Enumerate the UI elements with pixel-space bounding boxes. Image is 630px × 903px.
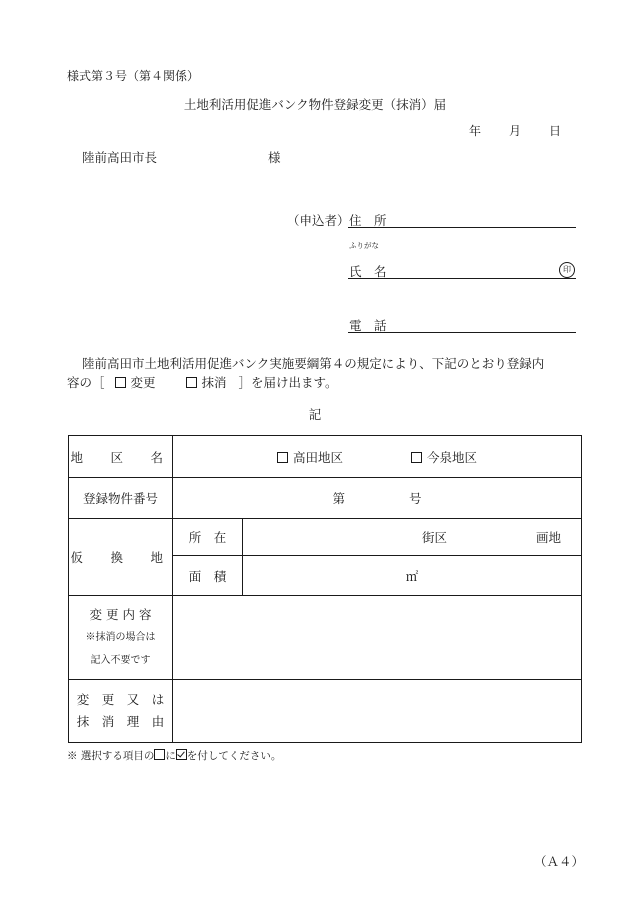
district-option-imaizumi[interactable] bbox=[411, 450, 477, 465]
phone-field[interactable] bbox=[348, 332, 576, 333]
option-delete-label: 抹消 bbox=[201, 375, 227, 390]
property-number-suffix: 号 bbox=[409, 491, 422, 506]
district-options bbox=[173, 436, 582, 478]
option-change-label: 変更 bbox=[130, 375, 156, 390]
seal-mark: 印 bbox=[559, 262, 575, 278]
option-change[interactable] bbox=[115, 375, 156, 390]
location-field[interactable] bbox=[243, 519, 582, 556]
date-day-label: 日 bbox=[549, 124, 562, 138]
district-label: 地 区 名 bbox=[69, 436, 173, 478]
area-field[interactable] bbox=[243, 556, 582, 596]
lot-label: 画地 bbox=[535, 530, 561, 545]
name-label: 氏 名 bbox=[349, 264, 387, 279]
ki-heading: 記 bbox=[308, 407, 322, 422]
delete-checkbox[interactable] bbox=[186, 377, 197, 388]
note-prefix: ※ 選択する項目の bbox=[67, 750, 155, 762]
change-content-label-cell bbox=[69, 596, 173, 680]
area-label: 面 積 bbox=[173, 556, 243, 596]
body-text-line2 bbox=[67, 373, 338, 391]
reason-row bbox=[69, 680, 582, 743]
address-field[interactable] bbox=[348, 227, 576, 228]
district-option-takata[interactable] bbox=[277, 450, 343, 465]
block-label: 街区 bbox=[421, 530, 447, 545]
reason-label-1: 変 更 又 は bbox=[76, 692, 165, 707]
address-label: 住 所 bbox=[349, 213, 387, 228]
honorific: 様 bbox=[268, 150, 281, 165]
date-month-label: 月 bbox=[509, 124, 522, 138]
body-text-prefix: 容の［ bbox=[67, 375, 105, 390]
reason-field[interactable] bbox=[173, 680, 582, 743]
body-text-line1: 陸前高田市土地利活用促進バンク実施要綱第４の規定により、下記のとおり登録内 bbox=[82, 356, 545, 371]
paper-size: （Ａ４） bbox=[534, 854, 585, 869]
body-text-suffix: ］を届け出ます。 bbox=[238, 375, 338, 390]
property-number-row bbox=[69, 478, 582, 519]
option-delete[interactable] bbox=[186, 375, 227, 390]
imaizumi-label: 今泉地区 bbox=[426, 449, 477, 465]
change-note-2: 記入不要です bbox=[90, 655, 151, 666]
imaizumi-checkbox[interactable] bbox=[411, 452, 422, 463]
form-number: 様式第３号（第４関係） bbox=[67, 69, 200, 83]
reason-label-2: 抹 消 理 由 bbox=[76, 714, 165, 729]
name-field[interactable] bbox=[348, 278, 576, 279]
addressee: 陸前高田市長 bbox=[82, 150, 158, 165]
document-title: 土地利活用促進バンク物件登録変更（抹消）届 bbox=[183, 97, 447, 112]
takata-checkbox[interactable] bbox=[277, 452, 288, 463]
note-suffix: を付してください。 bbox=[186, 750, 282, 762]
change-content-label: 変 更 内 容 bbox=[89, 607, 152, 622]
phone-label: 電 話 bbox=[349, 318, 387, 333]
temp-land-label: 仮 換 地 bbox=[69, 519, 173, 596]
reason-label-cell bbox=[69, 680, 173, 743]
change-checkbox[interactable] bbox=[115, 377, 126, 388]
property-number-label: 登録物件番号 bbox=[69, 478, 173, 519]
note-mid: に bbox=[165, 750, 176, 762]
change-content-field[interactable] bbox=[173, 596, 582, 680]
date-year-label: 年 bbox=[469, 124, 482, 138]
takata-label: 高田地区 bbox=[292, 449, 343, 465]
registration-table bbox=[68, 435, 582, 743]
location-label: 所 在 bbox=[173, 519, 243, 556]
property-number-field[interactable] bbox=[173, 478, 582, 519]
change-content-row bbox=[69, 596, 582, 680]
checked-box-icon bbox=[176, 749, 187, 760]
area-unit: ㎡ bbox=[405, 568, 419, 584]
empty-box-icon bbox=[154, 749, 165, 760]
change-note-1: ※抹消の場合は bbox=[85, 632, 156, 643]
location-row bbox=[69, 519, 582, 556]
property-number-prefix: 第 bbox=[332, 491, 345, 506]
selection-note bbox=[67, 748, 281, 763]
furigana-label: ふりがな bbox=[349, 241, 379, 250]
district-row bbox=[69, 436, 582, 478]
applicant-label: （申込者） bbox=[287, 213, 350, 228]
